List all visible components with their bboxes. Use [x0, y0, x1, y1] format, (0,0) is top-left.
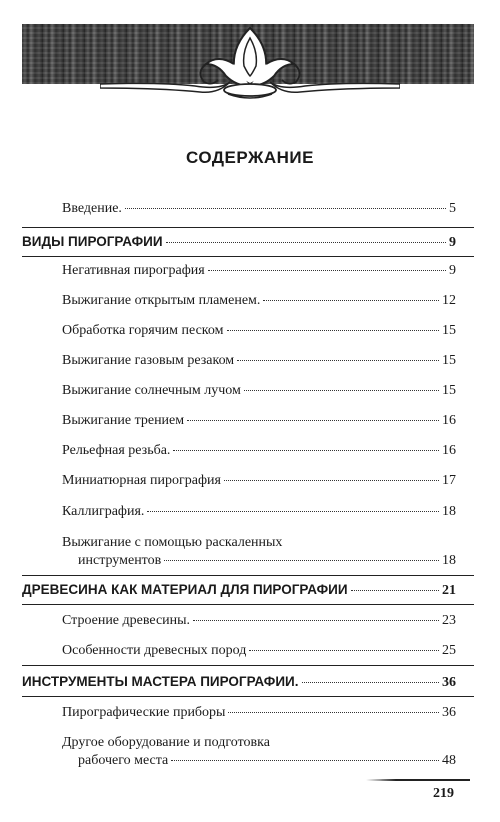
dot-leader: [125, 208, 446, 209]
toc-entry-page: 48: [442, 753, 456, 768]
dot-leader: [164, 560, 439, 561]
toc-entry-page: 36: [442, 675, 456, 690]
toc-entry-page: 15: [442, 353, 456, 368]
toc-entry-page: 25: [442, 643, 456, 658]
dot-leader: [208, 270, 446, 271]
toc-entry-page: 36: [442, 705, 456, 720]
toc-entry-page: 18: [442, 504, 456, 519]
section-divider: [22, 665, 474, 666]
dot-leader: [193, 620, 439, 621]
toc-entry-page: 18: [442, 553, 456, 568]
toc-entry[interactable]: [62, 612, 456, 630]
toc-entry-label-continued: инструментов: [78, 553, 162, 568]
dot-leader: [263, 300, 439, 301]
toc-entry-label: Каллиграфия.: [62, 504, 145, 519]
toc-entry-label: Выжигание трением: [62, 413, 185, 428]
toc-section-entry[interactable]: [22, 233, 456, 252]
toc-entry-label[interactable]: Выжигание с помощью раскаленных: [62, 535, 283, 550]
dot-leader: [244, 390, 439, 391]
dot-leader: [227, 330, 440, 331]
dot-leader: [166, 242, 446, 243]
toc-entry-page: 16: [442, 443, 456, 458]
toc-entry-page: 17: [442, 473, 456, 488]
dot-leader: [302, 682, 440, 683]
toc-entry-label: Введение.: [62, 201, 122, 216]
dot-leader: [173, 450, 439, 451]
toc-entry[interactable]: [62, 382, 456, 400]
toc-entry-page: 15: [442, 323, 456, 338]
section-divider: [22, 604, 474, 605]
toc-entry-page: 21: [442, 583, 456, 598]
toc-entry[interactable]: [62, 352, 456, 370]
toc-entry[interactable]: [62, 442, 456, 460]
toc-entry-label: Особенности древесных пород: [62, 643, 247, 658]
toc-entry[interactable]: [62, 262, 456, 280]
toc-entry-label: ВИДЫ ПИРОГРАФИИ: [22, 234, 163, 249]
toc-entry[interactable]: [62, 472, 456, 490]
toc-entry-page: 15: [442, 383, 456, 398]
toc-entry[interactable]: [62, 200, 456, 218]
section-divider: [22, 256, 474, 257]
toc-entry-label-continued: рабочего места: [78, 753, 169, 768]
dot-leader: [249, 650, 439, 651]
toc-entry-page: 16: [442, 413, 456, 428]
footer-pen-rule-icon: [366, 777, 470, 783]
toc-entry-page: 23: [442, 613, 456, 628]
toc-entry-label: Рельефная резьба.: [62, 443, 171, 458]
toc-entry[interactable]: [62, 503, 456, 521]
section-divider: [22, 696, 474, 697]
toc-entry-page: 9: [449, 263, 456, 278]
dot-leader: [351, 590, 439, 591]
toc-entry-label: Строение древесины.: [62, 613, 191, 628]
toc-entry-label: Пирографические приборы: [62, 705, 226, 720]
toc-entry[interactable]: [78, 752, 456, 770]
dot-leader: [228, 712, 439, 713]
toc-section-entry[interactable]: [22, 581, 456, 600]
dot-leader: [147, 511, 439, 512]
toc-entry-label: ДРЕВЕСИНА КАК МАТЕРИАЛ ДЛЯ ПИРОГРАФИИ: [22, 582, 348, 597]
dot-leader: [237, 360, 439, 361]
dot-leader: [187, 420, 439, 421]
toc-entry-label: Выжигание газовым резаком: [62, 353, 235, 368]
toc-entry-label[interactable]: Другое оборудование и подготовка: [62, 735, 270, 750]
toc-entry-page: 12: [442, 293, 456, 308]
toc-entry-label: ИНСТРУМЕНТЫ МАСТЕРА ПИРОГРАФИИ.: [22, 674, 299, 689]
toc-entry[interactable]: [62, 412, 456, 430]
toc-entry[interactable]: [62, 322, 456, 340]
toc-section-entry[interactable]: [22, 673, 456, 692]
toc-entry[interactable]: [62, 642, 456, 660]
toc-entry-label: Обработка горячим песком: [62, 323, 224, 338]
toc-entry-label: Выжигание открытым пламенем.: [62, 293, 261, 308]
dot-leader: [224, 480, 439, 481]
toc-entry-label: Выжигание солнечным лучом: [62, 383, 241, 398]
toc-entry[interactable]: [62, 704, 456, 722]
dot-leader: [171, 760, 439, 761]
toc-entry-page: 9: [449, 235, 456, 250]
toc-title: СОДЕРЖАНИЕ: [186, 148, 314, 167]
toc-entry[interactable]: [78, 552, 456, 570]
section-divider: [22, 227, 474, 228]
toc-entry-page: 5: [449, 201, 456, 216]
toc-entry[interactable]: [62, 292, 456, 310]
toc-entry-label: Миниатюрная пирография: [62, 473, 221, 488]
section-divider: [22, 575, 474, 576]
page-number: 219: [433, 786, 454, 801]
toc-entry-label: Негативная пирография: [62, 263, 205, 278]
